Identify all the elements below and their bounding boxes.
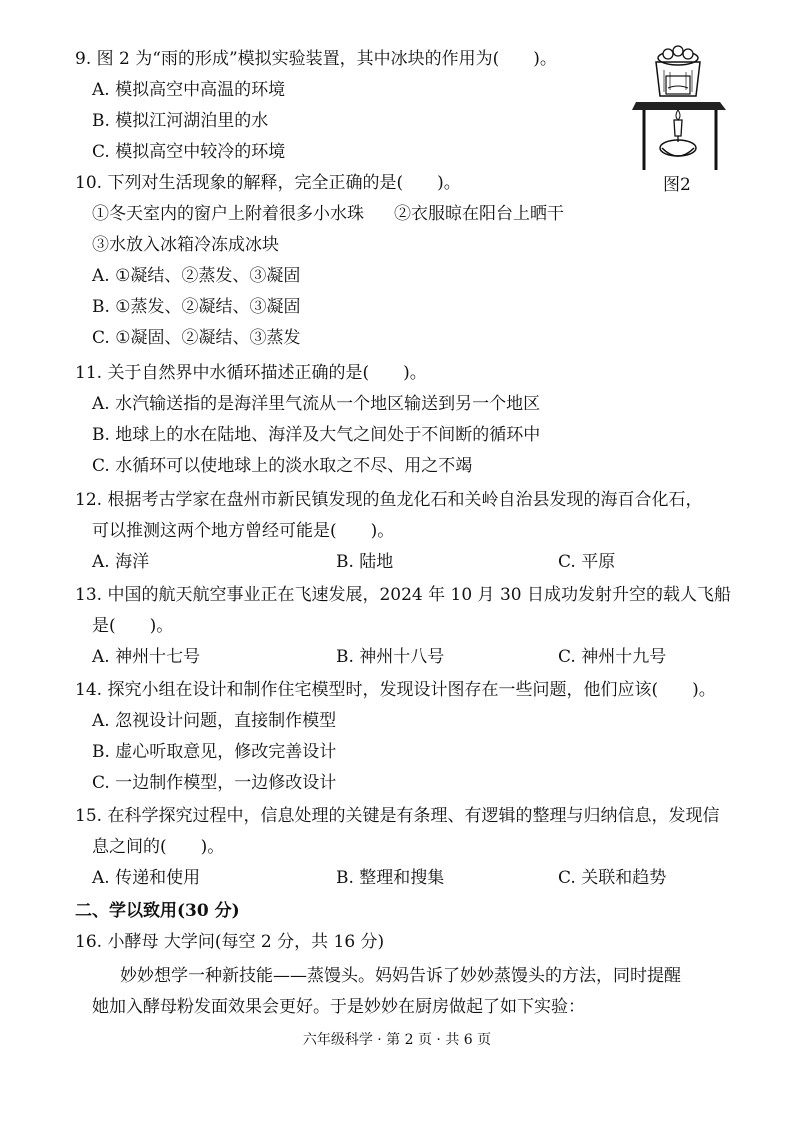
q15-option-a: A. 传递和使用 bbox=[92, 868, 201, 888]
q16-paragraph-line1: 妙妙想学一种新技能——蒸馒头。妈妈告诉了妙妙蒸馒头的方法，同时提醒 bbox=[120, 966, 681, 986]
q10-item-1: ①冬天室内的窗户上附着很多小水珠 bbox=[92, 204, 364, 224]
q14-option-b: B. 虚心听取意见，修改完善设计 bbox=[92, 742, 337, 762]
q12-stem-line1: 12. 根据考古学家在盘州市新民镇发现的鱼龙化石和关岭自治县发现的海百合化石， bbox=[75, 490, 703, 510]
q10-option-a: A. ①凝结、②蒸发、③凝固 bbox=[92, 266, 301, 286]
q10-items-line1 bbox=[92, 203, 564, 225]
q12-option-a: A. 海洋 bbox=[92, 552, 150, 572]
page-footer: 六年级科学 · 第 2 页 · 共 6 页 bbox=[302, 1032, 492, 1048]
q15-option-c: C. 关联和趋势 bbox=[558, 868, 667, 888]
q13-stem-line1: 13. 中国的航天航空事业正在飞速发展，2024 年 10 月 30 日成功发射升空的载人飞船 bbox=[75, 585, 731, 605]
q14-option-c: C. 一边制作模型，一边修改设计 bbox=[92, 773, 337, 793]
q10-stem: 10. 下列对生活现象的解释，完全正确的是( )。 bbox=[75, 173, 461, 193]
q9-option-b: B. 模拟江河湖泊里的水 bbox=[92, 111, 269, 131]
q9-option-c: C. 模拟高空中较冷的环境 bbox=[92, 142, 286, 162]
figure-caption: 图2 bbox=[663, 175, 691, 195]
q13-option-b: B. 神州十八号 bbox=[336, 647, 445, 667]
q13-option-a: A. 神州十七号 bbox=[92, 647, 201, 667]
q9-stem: 9. 图 2 为“雨的形成”模拟实验装置，其中冰块的作用为( )。 bbox=[75, 49, 557, 69]
q15-stem-line2: 息之间的( )。 bbox=[92, 837, 225, 857]
q11-option-a: A. 水汽输送指的是海洋里气流从一个地区输送到另一个地区 bbox=[92, 394, 541, 414]
alcohol-lamp-icon bbox=[660, 110, 696, 156]
q12-option-c: C. 平原 bbox=[558, 552, 616, 572]
q13-stem-line2: 是( )。 bbox=[92, 616, 174, 636]
q14-stem: 14. 探究小组在设计和制作住宅模型时，发现设计图存在一些问题，他们应该( )。 bbox=[75, 680, 716, 700]
q10-option-b: B. ①蒸发、②凝结、③凝固 bbox=[92, 297, 301, 317]
q11-stem: 11. 关于自然界中水循环描述正确的是( )。 bbox=[75, 363, 427, 383]
q10-item-2: ②衣服晾在阳台上晒干 bbox=[394, 204, 564, 224]
q15-stem-line1: 15. 在科学探究过程中，信息处理的关键是有条理、有逻辑的整理与归纳信息，发现信 bbox=[75, 806, 720, 826]
q14-option-a: A. 忽视设计问题，直接制作模型 bbox=[92, 711, 337, 731]
q15-options bbox=[92, 867, 666, 889]
q13-option-c: C. 神州十九号 bbox=[558, 647, 667, 667]
rain-experiment-figure bbox=[630, 44, 730, 174]
q10-item-3: ③水放入冰箱冷冻成冰块 bbox=[92, 235, 279, 255]
q12-options bbox=[92, 551, 615, 573]
q12-stem-line2: 可以推测这两个地方曾经可能是( )。 bbox=[92, 521, 395, 541]
q9-option-a: A. 模拟高空中高温的环境 bbox=[92, 80, 286, 100]
q15-option-b: B. 整理和搜集 bbox=[336, 868, 445, 888]
q10-option-c: C. ①凝固、②凝结、③蒸发 bbox=[92, 328, 301, 348]
q16-title: 16. 小酵母 大学问(每空 2 分，共 16 分) bbox=[75, 932, 385, 952]
section-title: 二、学以致用(30 分) bbox=[75, 901, 240, 921]
q11-option-b: B. 地球上的水在陆地、海洋及大气之间处于不间断的循环中 bbox=[92, 425, 541, 445]
q16-paragraph-line2: 她加入酵母粉发面效果会更好。于是妙妙在厨房做起了如下实验： bbox=[92, 997, 585, 1017]
q12-option-b: B. 陆地 bbox=[336, 552, 394, 572]
q11-option-c: C. 水循环可以使地球上的淡水取之不尽、用之不竭 bbox=[92, 456, 473, 476]
q13-options bbox=[92, 646, 666, 668]
